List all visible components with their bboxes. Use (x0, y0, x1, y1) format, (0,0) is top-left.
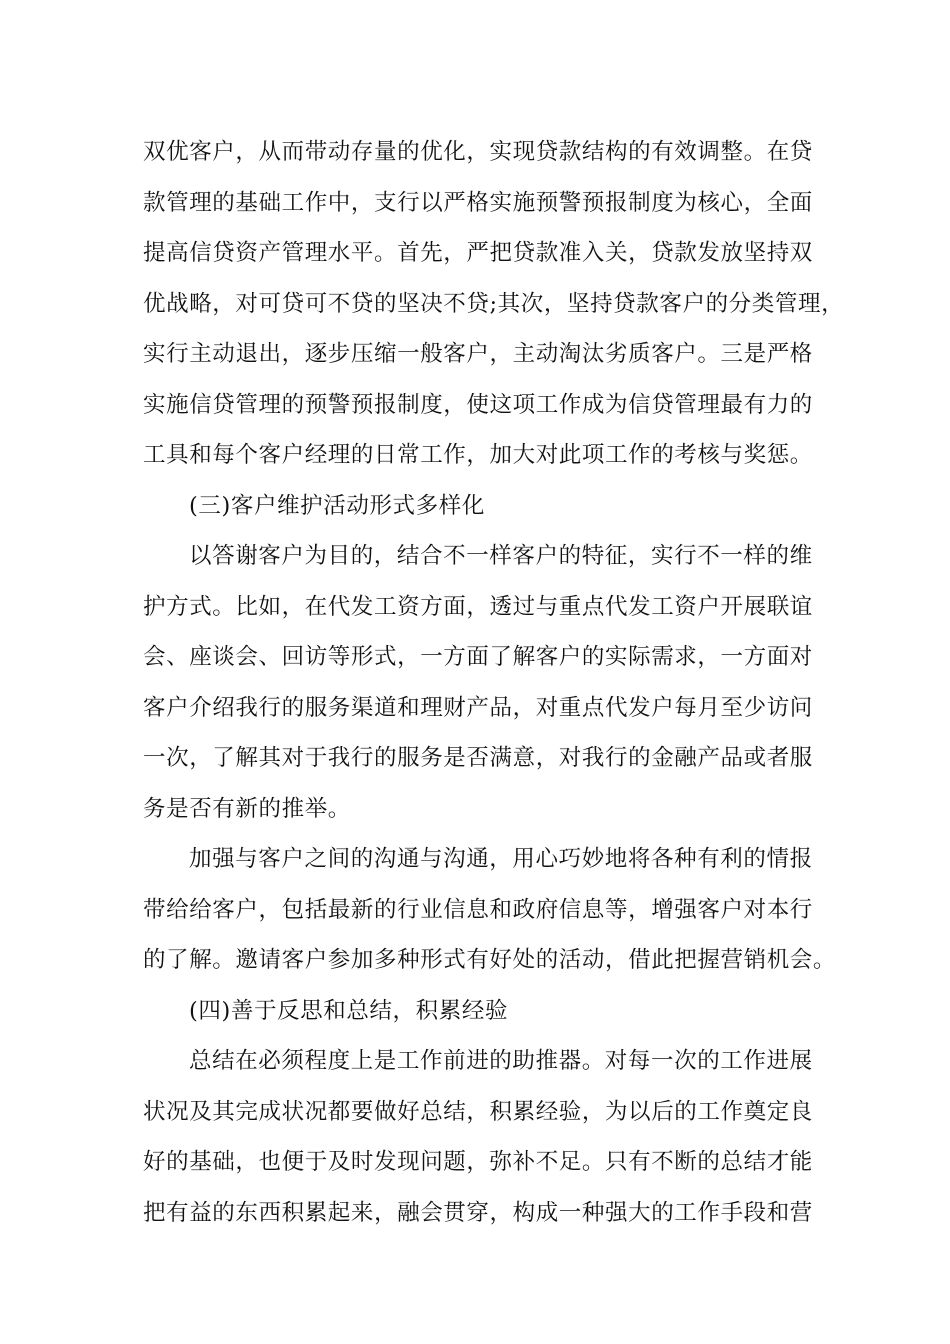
section-heading: (四)善于反思和总结，积累经验 (189, 997, 509, 1024)
paragraph-line: 实行主动退出，逐步压缩一般客户，主动淘汰劣质客户。三是严格 (143, 341, 813, 367)
paragraph-line: 会、座谈会、回访等形式，一方面了解客户的实际需求，一方面对 (143, 644, 813, 670)
section-heading: (三)客户维护活动形式多样化 (189, 492, 485, 519)
paragraph-line: 一次，了解其对于我行的服务是否满意，对我行的金融产品或者服 (143, 745, 813, 771)
paragraph-line: 加强与客户之间的沟通与沟通，用心巧妙地将各种有利的情报 (189, 846, 813, 872)
paragraph-line: 总结在必须程度上是工作前进的助推器。对每一次的工作进展 (189, 1048, 813, 1074)
paragraph-line: 工具和每个客户经理的日常工作，加大对此项工作的考核与奖惩。 (143, 442, 813, 468)
paragraph-line: 以答谢客户为目的，结合不一样客户的特征，实行不一样的维 (189, 543, 813, 569)
paragraph-line: 护方式。比如，在代发工资方面，透过与重点代发工资户开展联谊 (143, 593, 813, 620)
paragraph-line: 好的基础，也便于及时发现问题，弥补不足。只有不断的总结才能 (143, 1149, 813, 1175)
paragraph-line: 客户介绍我行的服务渠道和理财产品，对重点代发户每月至少访问 (143, 694, 813, 721)
paragraph-line: 实施信贷管理的预警预报制度，使这项工作成为信贷管理最有力的 (143, 391, 813, 418)
paragraph-line: 务是否有新的推举。 (143, 795, 351, 822)
paragraph-line: 把有益的东西积累起来，融会贯穿，构成一种强大的工作手段和营 (143, 1199, 813, 1226)
paragraph-line: 带给给客户，包括最新的行业信息和政府信息等，增强客户对本行 (143, 896, 813, 923)
paragraph-line: 的了解。邀请客户参加多种形式有好处的活动，借此把握营销机会。 (143, 947, 837, 973)
paragraph-line: 双优客户，从而带动存量的优化，实现贷款结构的有效调整。在贷 (143, 139, 813, 165)
paragraph-line: 优战略，对可贷可不贷的坚决不贷;其次，坚持贷款客户的分类管理， (143, 290, 845, 317)
paragraph-line: 款管理的基础工作中，支行以严格实施预警预报制度为核心，全面 (143, 189, 813, 216)
document-body (143, 127, 845, 1238)
paragraph-line: 提高信贷资产管理水平。首先，严把贷款准入关，贷款发放坚持双 (143, 240, 813, 266)
paragraph-line: 状况及其完成状况都要做好总结，积累经验，为以后的工作奠定良 (143, 1098, 813, 1125)
